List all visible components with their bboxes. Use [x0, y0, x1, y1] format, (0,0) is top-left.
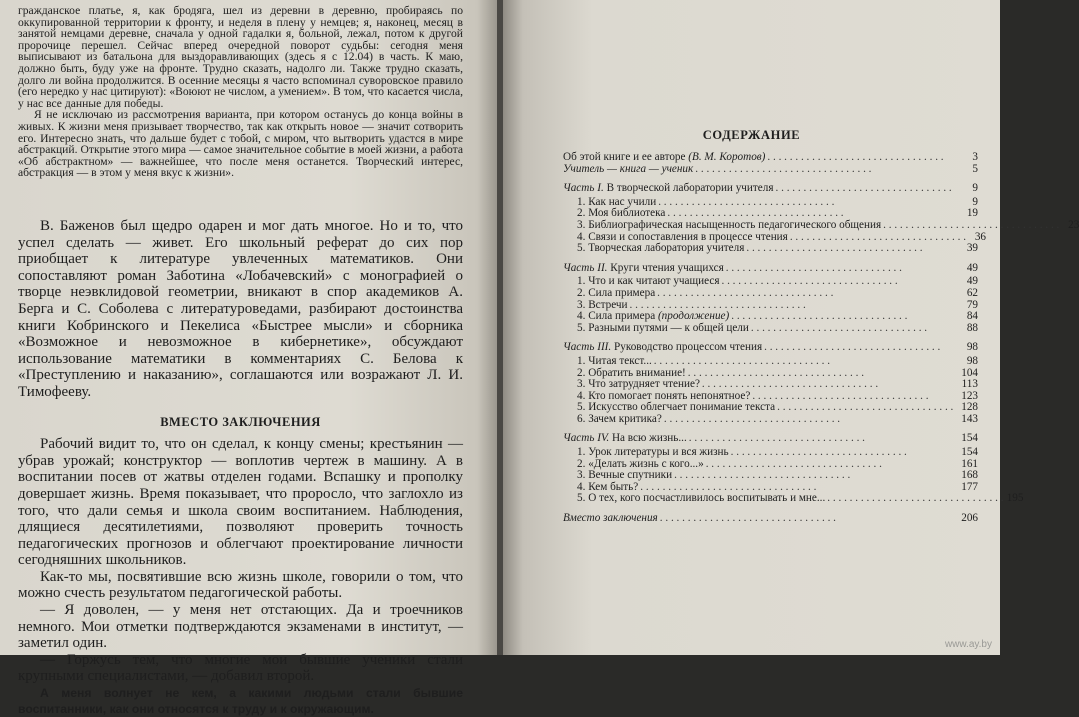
toc-entry [563, 379, 978, 391]
toc-entry-text: Об этой книге и ее авторе [563, 151, 686, 163]
page-number: 98 [966, 354, 978, 367]
toc-entry-note: (продолжение) [657, 310, 730, 323]
leader-dots [731, 447, 958, 459]
page-number: 168 [961, 469, 978, 482]
letter-excerpt [18, 5, 463, 179]
part-label: Часть II. [563, 261, 608, 274]
toc-entry-conclusion [563, 513, 978, 525]
leader-dots [827, 493, 1003, 505]
toc-entry-text: 3. Вечные спутники [577, 469, 673, 482]
page-number: 9 [972, 195, 978, 208]
page-number: 104 [961, 366, 978, 379]
toc-entry-text: 4. Кто помогает понять непонятное? [577, 389, 751, 402]
final-bold-paragraph: А меня волнует не кем, а какими людьми стали бывшие воспитанники, как они относятся к труду и к окружающим. [18, 686, 463, 717]
small-paragraph: гражданское платье, я, как бродяга, шел из деревни в деревню, пробираясь по оккупированной территории к фронту, и неделя в плену у немцев; я, наконец, месяц в занятой немцами деревне, сначала у одной гадалки я, больной, лежал, потом к другой пророчице перешел. Сейчас вперед очередной поворот судьбы: сегодня меня выписывают из батальона для выздоравливающих (здесь я с 12.04) в часть. К маю, должно быть, буду уже на фронте. Трудно сказать, надолго ли. Также трудно сказать, долго ли война продолжится. В осенние месяцы я часто вспоминал суворовское правило (его нередко у нас цитируют): «Воюют не числом, а умением». В том, что касается числа, у нас все данные для победы. [18, 4, 463, 110]
page-number: 128 [961, 401, 978, 414]
page-number: 206 [961, 512, 978, 525]
toc-entry [563, 243, 978, 255]
leader-dots [731, 311, 958, 323]
page-number: 62 [966, 286, 978, 299]
toc-entry-text: 2. «Делать жизнь с кого...» [577, 457, 704, 470]
page-number: 123 [961, 389, 978, 402]
part-label: Часть I. [563, 182, 604, 195]
part-label: Часть III. [563, 341, 612, 354]
toc-entry [563, 492, 1024, 505]
toc-part [563, 263, 978, 275]
toc-entry-text: 1. Что и как читают учащиеся [577, 275, 720, 288]
leader-dots [751, 323, 958, 335]
part-title: В творческой лаборатории учителя [606, 182, 774, 195]
toc-entry [563, 288, 978, 300]
toc-entry [563, 164, 978, 176]
toc-entry-text: 4. Сила примера [577, 310, 656, 323]
page-number: 154 [961, 432, 978, 445]
page-number: 161 [961, 457, 978, 470]
page-number: 19 [966, 207, 978, 220]
toc-entry-author: (В. М. Коротов) [688, 151, 766, 163]
paragraph: Рабочий видит то, что он сделал, к концу смены; крестьянин — убрав урожай; конструктор — воплотив чертеж в машину. А в воспитании посев от жатвы отделен годами. Вспашку и прополку довершает жизнь. Время показывает, что проросло, что заглохло из того, что дали семья и школа своим воспитанием. Наблюдения, длящиеся десятилетиями, позволяют проверить точность педагогических прогнозов и облегчают проектирование личности сегодняшних школьников. [18, 436, 463, 569]
page-number: 49 [966, 275, 978, 288]
toc-entry-text: 2. Обратить внимание! [577, 366, 686, 379]
page-number: 49 [966, 261, 978, 274]
toc-title: СОДЕРЖАНИЕ [702, 128, 801, 142]
toc-entry [563, 218, 1079, 232]
leader-dots [776, 183, 959, 195]
toc-entry [563, 356, 978, 368]
toc-entry [563, 447, 978, 459]
toc-part [563, 342, 978, 354]
part-label: Часть IV. [563, 432, 610, 445]
left-page [0, 0, 497, 717]
leader-dots [657, 288, 958, 300]
toc-entry-text: 2. Сила примера [577, 286, 656, 299]
leader-dots [702, 379, 958, 391]
page-number: 23 [1068, 218, 1079, 231]
toc-entry [563, 152, 978, 164]
page-number: 154 [961, 446, 978, 459]
leader-dots [764, 342, 958, 354]
toc-entry-text: 5. Творческая лаборатория учителя [577, 242, 745, 255]
page-number: 5 [972, 162, 978, 175]
page-number: 88 [966, 321, 978, 334]
toc-entry-text: Учитель — книга — ученик [563, 162, 694, 175]
toc-entry-text: 1. Читая текст... [577, 354, 652, 367]
page-number: 84 [966, 310, 978, 323]
toc-entry-text: Вместо заключения [563, 512, 658, 525]
leader-dots [695, 164, 958, 176]
page-number: 98 [966, 341, 978, 354]
page-number: 36 [974, 230, 987, 243]
page-number: 3 [972, 151, 978, 163]
small-paragraph: Я не исключаю из рассмотрения варианта, при котором останусь до конца войны в живых. К жизни меня призывает творчество, так как открыть новое — значит сотворить его. Интересно знать, что дальше будет с тобой, с миром, что вытворить удастся в мире абстракций. Открытие этого мира — самое значительное событие в моей жизни, а работа «Об абстрактном» — важнейшее, что после меня останется. Творческий интерес, абстракция — в этом у меня вкус к жизни». [18, 108, 463, 180]
leader-dots [767, 152, 958, 164]
right-page [503, 0, 1079, 655]
toc-entry [563, 311, 978, 323]
page-number: 79 [966, 298, 978, 311]
page-number: 177 [961, 480, 978, 493]
leader-dots [689, 433, 958, 445]
toc-entry-text: 5. Разными путями — к общей цели [577, 321, 749, 334]
leader-dots [726, 263, 958, 275]
page-number: 143 [961, 412, 978, 425]
toc-entry-text: 4. Кем быть? [577, 480, 639, 493]
leader-dots [883, 220, 1059, 232]
page-number: 39 [966, 242, 978, 255]
page-number: 195 [1006, 492, 1024, 505]
leader-dots [654, 356, 958, 368]
page-number: 9 [972, 182, 978, 195]
toc-entry-text: 3. Что затрудняет чтение? [577, 378, 700, 391]
toc-entry-text: 4. Связи и сопоставления в процессе чтения [577, 230, 788, 243]
paragraph: В. Баженов был щедро одарен и мог дать многое. Но и то, что успел сделать — живет. Его школьный реферат до сих пор приобщает к литературе увлеченных математиков. Они сопоставляют роман Заботина «Лобачевский» с монографией о творце неэвклидовой геометрии, вникают в спор академиков А. Берга и С. Соболева с литературоведами, разбирают достоинства книги Кобринского и Пекелиса «Быстрее мысли» и сборника «Возможное и невозможное в кибернетике», обсуждают использование математики в комментариях С. Белова к «Преступлению и наказанию», соглашаются или возражают Л. И. Тимофееву. [18, 218, 463, 400]
watermark: www.ay.by [944, 639, 992, 650]
section-heading: ВМЕСТО ЗАКЛЮЧЕНИЯ [160, 414, 321, 429]
table-of-contents [563, 151, 1079, 525]
toc-entry [563, 323, 978, 335]
toc-part [563, 433, 978, 445]
toc-entry-text: 3. Библиографическая насыщенность педагогического общения [577, 218, 882, 231]
paragraph: — Горжусь тем, что многие мои бывшие ученики стали крупными специалистами, — добавил второй. [18, 651, 463, 685]
paragraph: Как-то мы, посвятившие всю жизнь школе, говорили о том, что можно счесть результатом педагогической работы. [18, 568, 463, 602]
toc-entry-text: 2. Моя библиотека [577, 207, 666, 220]
main-text [18, 218, 463, 717]
part-title: Руководство процессом чтения [614, 341, 763, 354]
toc-entry-text: 1. Урок литературы и вся жизнь [577, 446, 729, 459]
toc-part [563, 183, 978, 195]
page-number: 113 [961, 378, 978, 391]
toc-entry-text: 5. О тех, кого посчастливилось воспитывать и мне... [577, 492, 826, 505]
leader-dots [664, 414, 958, 426]
toc-entry-text: 1. Как нас учили [577, 195, 657, 208]
leader-dots [660, 513, 958, 525]
toc-entry-text: 5. Искусство облегчает понимание текста [577, 401, 776, 414]
toc-entry-text: 3. Встречи [577, 298, 628, 311]
paragraph: — Я доволен, — у меня нет отстающих. Да и троечников немного. Мои отметки подтверждаются экзаменами в институт, — заметил один. [18, 602, 463, 652]
leader-dots [746, 243, 958, 255]
part-title: Круги чтения учащихся [610, 261, 724, 274]
toc-entry-text: 6. Зачем критика? [577, 412, 662, 425]
part-title: На всю жизнь... [611, 432, 687, 445]
toc-entry [563, 414, 978, 426]
